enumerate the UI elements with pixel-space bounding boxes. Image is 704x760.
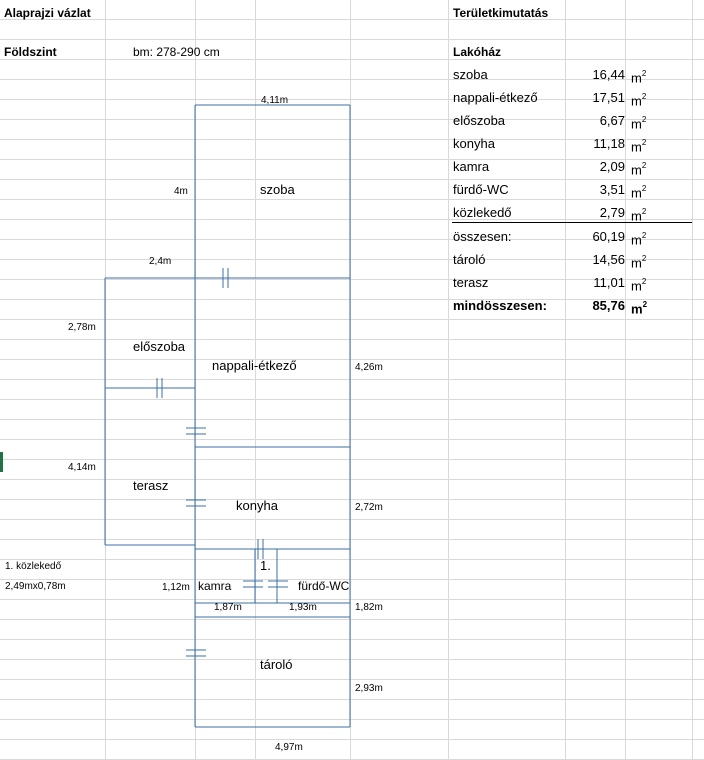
unit-exponent: 2 [641,92,647,101]
dim-label: 2,78m [68,322,96,333]
unit-exponent: 2 [641,184,647,193]
dim-label: 2,72m [355,502,383,513]
dim-label: 1,87m [214,602,242,613]
room-label-kozlekedo: 1. [260,558,271,573]
dim-label: 4,14m [68,462,96,473]
area-row-name: tároló [453,252,486,267]
dim-label: 4,11m [261,95,289,106]
dim-label: 4,26m [355,362,383,373]
unit-symbol: m [631,208,642,224]
unit-exponent: 2 [641,69,647,78]
area-row-value: 14,56 [592,252,625,267]
room-label-konyha: konyha [236,498,278,513]
unit-symbol: m [631,232,642,248]
area-row-value: 60,19 [592,229,625,244]
dim-label: 4,97m [275,742,303,753]
level-label: Földszint [4,45,57,59]
summary-title: Területkimutatás [453,6,549,20]
area-row-value: 3,51 [599,182,625,197]
unit-symbol: m [631,301,643,317]
unit-symbol: m [631,185,642,201]
dim-label: 1,12m [162,582,190,593]
unit-exponent: 2 [641,254,647,263]
height-note: bm: 278-290 cm [133,45,220,59]
kozlekedo-size: 2,49mx0,78m [5,581,66,592]
unit-exponent: 2 [641,115,647,124]
area-row-value: 11,01 [593,275,625,290]
dim-label: 2,93m [355,683,383,694]
area-row-value: 2,09 [599,159,625,174]
area-row-name: összesen: [453,229,512,244]
area-row-name: fürdő-WC [453,182,509,197]
room-label-tarolo: tároló [260,657,293,672]
area-row-name: kamra [453,159,490,174]
unit-symbol: m [631,116,642,132]
unit-symbol: m [631,70,642,86]
unit-symbol: m [631,255,642,271]
room-label-eloszoba: előszoba [133,339,186,354]
area-row-value: 11,18 [593,136,625,151]
unit-exponent: 2 [641,207,647,216]
dim-label: 1,93m [289,602,317,613]
room-label-furdo: fürdő-WC [298,579,350,593]
area-row-value: 6,67 [599,113,625,128]
unit-exponent: 2 [641,277,647,286]
kozlekedo-note: 1. közlekedő [5,561,62,572]
area-row-value: 17,51 [592,90,625,105]
unit-symbol: m [631,278,642,294]
unit-symbol: m [631,93,642,109]
area-row-name: nappali-étkező [453,90,538,105]
unit-symbol: m [631,162,642,178]
sheet-title: Alaprajzi vázlat [4,6,91,20]
area-row-name: előszoba [453,113,506,128]
area-row-value: 85,76 [592,298,625,313]
unit-exponent: 2 [641,231,647,240]
area-row-value: 16,44 [592,67,625,82]
room-label-kamra: kamra [198,579,232,593]
area-row-value: 2,79 [599,205,625,220]
room-label-terasz: terasz [133,478,169,493]
dim-label: 2,4m [149,256,172,267]
area-row-name: konyha [453,136,495,151]
unit-exponent: 2 [642,300,648,309]
unit-exponent: 2 [641,138,647,147]
unit-exponent: 2 [641,161,647,170]
area-row-name: szoba [453,67,488,82]
room-label-szoba: szoba [260,182,295,197]
unit-symbol: m [631,139,642,155]
dim-label: 1,82m [355,602,383,613]
area-row-name: terasz [453,275,489,290]
room-label-nappali: nappali-étkező [212,358,297,373]
summary-section: Lakóház [453,45,502,59]
area-row-name: mindösszesen: [453,298,547,313]
dim-label: 4m [174,186,188,197]
area-row-name: közlekedő [453,205,512,220]
